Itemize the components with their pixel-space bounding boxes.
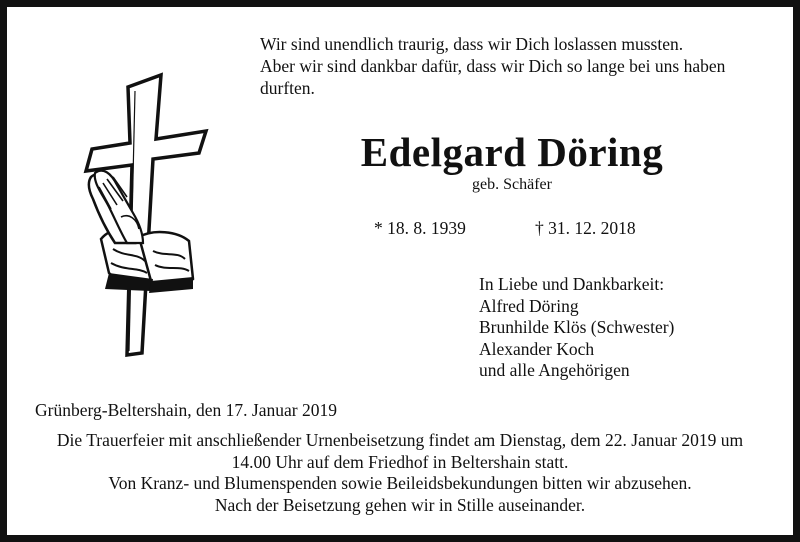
ceremony-line: 14.00 Uhr auf dem Friedhof in Beltershain statt. xyxy=(231,451,569,472)
ceremony-info xyxy=(27,430,773,516)
mourners-intro: In Liebe und Dankbarkeit: xyxy=(479,274,665,294)
quote-line: Aber wir sind dankbar dafür, dass wir Dich so lange bei uns haben xyxy=(260,56,726,76)
place-and-date: Grünberg-Beltershain, den 17. Januar 2019 xyxy=(35,400,337,420)
ceremony-line: Die Trauerfeier mit anschließender Urnenbeisetzung findet am Dienstag, dem 22. Januar 2019 um xyxy=(56,430,744,450)
maiden-name: geb. Schäfer xyxy=(472,176,552,193)
mourner-name: Alfred Döring xyxy=(479,295,579,316)
ceremony-line: Nach der Beisetzung gehen wir in Stille auseinander. xyxy=(214,494,586,515)
quote-line: durften. xyxy=(260,78,315,98)
mourner-name: Brunhilde Klös (Schwester) xyxy=(479,317,675,337)
mourners-list xyxy=(479,274,674,382)
deceased-name: Edelgard Döring xyxy=(360,129,664,175)
cross-with-praying-hands-icon xyxy=(81,67,211,359)
mourner-name: und alle Angehörigen xyxy=(479,360,630,380)
memorial-quote xyxy=(260,33,780,99)
ceremony-line: Von Kranz- und Blumenspenden sowie Beileidsbekundungen bitten wir abzusehen. xyxy=(108,473,692,493)
mourner-name: Alexander Koch xyxy=(479,338,595,359)
death-date: † 31. 12. 2018 xyxy=(535,218,636,238)
birth-date: * 18. 8. 1939 xyxy=(374,218,466,238)
quote-line: Wir sind unendlich traurig, dass wir Dich loslassen mussten. xyxy=(260,34,684,54)
